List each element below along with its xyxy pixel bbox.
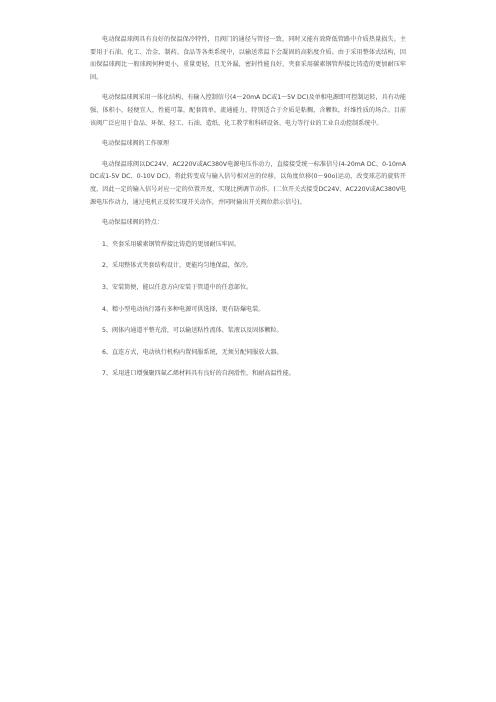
principle-paragraph: 电动保温球阀以DC24V、AC220V或AC380V电源电压作动力，直接接受统一标准信号(4-20mA DC、0-10mA DC或1-5V DC、0-10V DC)，将此转变成与输入信号相对应的位移，以角度位移(0～90o)运动，改变球芯的旋转开度，因此一定的输入信号对应一定的位置开度，实现比例调节动作。(二位开关式接受DC24V、AC220V或AC380V电源电压作动力，通过电机正反转实现开关动作，并同时输出开关阀位指示信号)。 [90,160,406,206]
feature-item: 4、精小型电动执行器有多种电源可供选择，更有防爆电装。 [102,305,265,313]
paragraph-spacer [90,251,406,260]
feature-item: 3、安装简便，能以任意方向安装于管道中的任意部位。 [102,283,253,291]
paragraph-spacer [90,209,406,217]
feature-item: 5、阀体内通道平整光滑，可以输送粘性流体、浆液以及固体颗粒。 [102,327,283,335]
feature-item: 7、采用进口增强聚四氟乙烯材料具有良好的自润滑性，和耐高温性能。 [102,370,295,378]
paragraph-spacer [90,230,406,239]
paragraph-spacer [90,151,406,159]
paragraph-spacer [90,338,406,347]
feature-item: 1、夹套采用碳素钢管焊接比铸造的更加耐压牢固。 [102,240,240,248]
intro-paragraph: 电动保温球阀具有良好的保温保冷特性，且阀门的通径与管径一致，同时又能有效降低管路中介质热量损失。主要用于石油、化工、冶金、制药、食品等各类系统中，以输送常温下会凝固的高粘度介质。由于采用整体式结构，因而保温球阀比一般球阀何种更小，重量更轻，且无外漏，密封性能良好，夹套采用碳素钢管焊接比铸造的更加耐压牢固。 [90,36,406,81]
feature-item: 6、直连方式，电动执行机构内置伺服系统，无须另配伺服放大器。 [102,348,283,356]
paragraph-spacer [90,295,406,304]
feature-item: 2、采用整体式夹套结构设计，更能均匀地保温，保冷。 [102,262,253,270]
paragraph-spacer [90,84,406,92]
paragraph-spacer [90,273,406,282]
paragraph-spacer [90,359,406,368]
features-heading: 电动保温球阀的特点： [102,219,163,227]
principle-heading: 电动保温球阀的工作原理 [102,140,170,148]
paragraph-spacer [90,130,406,138]
paragraph-spacer [90,316,406,325]
structure-paragraph: 电动保温球阀采用一体化结构，有输入控制信号(4～20mA DC或1～5V DC)及单相电源即可控制运转，具有功能强，体积小，轻便宜人，性能可靠，配套简单，流通能力，特别适合于介质是粘稠，含颗粒，纤维性质的场合。目前该阀广泛应用于食品、环保、轻工、石油、造纸、化工教学和科研设备、电力等行业的工业自动控制系统中。 [90,94,406,127]
document-page [90,34,406,381]
